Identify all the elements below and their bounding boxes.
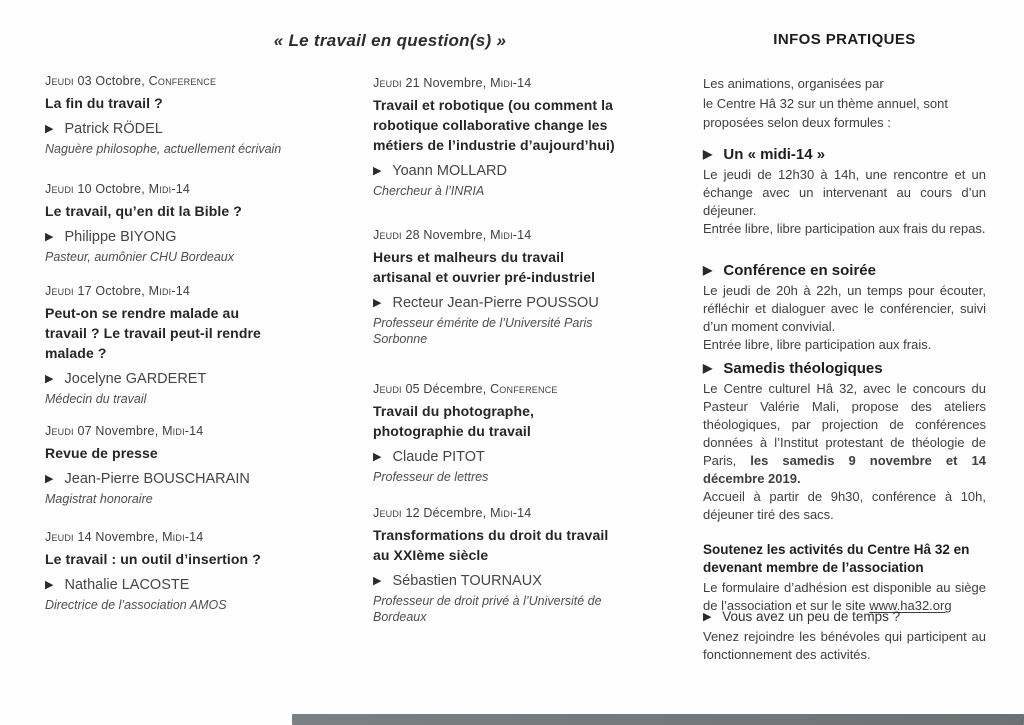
- event-day: Jeudi: [45, 530, 74, 544]
- event-date: [373, 382, 621, 396]
- speaker-name: Claude PITOT: [392, 448, 485, 465]
- section-body: Le jeudi de 12h30 à 14h, une rencontre et un échange avec un intervenant au cours d’un déjeuner.: [703, 167, 986, 218]
- intro-line: le Centre Hâ 32 sur un thème annuel, sont: [703, 95, 948, 111]
- event-entry: [45, 424, 293, 507]
- event-date-text: 21 Novembre,: [405, 76, 487, 90]
- triangle-bullet-icon: ▶: [45, 230, 54, 243]
- event-title: Peut-on se rendre malade au travail ? Le travail peut-il rendre malade ?: [45, 305, 261, 361]
- speaker-name: Patrick RÖDEL: [64, 120, 163, 137]
- triangle-bullet-icon: ▶: [703, 360, 713, 375]
- triangle-bullet-icon: ▶: [373, 296, 382, 309]
- event-title: La fin du travail ?: [45, 95, 163, 111]
- section-body-text: Le formulaire d’adhésion est disponible au siège de l’association et sur le site: [703, 580, 986, 614]
- event-kind: Midi-14: [162, 424, 204, 438]
- event-date: [373, 76, 621, 90]
- soutenez-heading: Soutenez les activités du Centre Hâ 32 en devenant membre de l’association: [703, 542, 970, 575]
- event-kind: Midi-14: [148, 284, 191, 298]
- triangle-bullet-icon: ▶: [45, 372, 54, 385]
- event-date-text: 05 Décembre,: [405, 382, 487, 396]
- speaker-line: [45, 471, 293, 487]
- speaker-line: [373, 295, 621, 311]
- event-kind: Conference: [148, 74, 217, 88]
- section-soutenez: [703, 541, 986, 615]
- event-title: Travail et robotique (ou comment la robotique collaborative change les métiers de l’industrie d’aujourd’hui): [373, 97, 615, 153]
- intro-line: proposées selon deux formules :: [703, 115, 891, 130]
- infos-intro: [703, 74, 986, 133]
- section-heading: [703, 146, 986, 163]
- scan-shadow-bottom: [292, 714, 1024, 725]
- event-date-text: 12 Décembre,: [405, 506, 487, 520]
- speaker-line: [373, 449, 621, 465]
- event-date: [45, 182, 305, 196]
- speaker-line: [45, 121, 293, 137]
- section-heading-label: Samedis théologiques: [723, 360, 883, 377]
- speaker-line: [45, 371, 285, 387]
- section-midi-14: [703, 146, 986, 238]
- event-title: Revue de presse: [45, 445, 158, 461]
- speaker-role: Professeur de lettres: [373, 469, 489, 484]
- section-heading-label: Conférence en soirée: [723, 262, 876, 279]
- event-day: Jeudi: [373, 382, 402, 396]
- section-body: Le jeudi de 20h à 22h, un temps pour écouter, réfléchir et dialoguer avec le conférencier, suivi d’un moment convivial.: [703, 283, 986, 334]
- event-date: [45, 424, 293, 438]
- triangle-bullet-icon: ▶: [45, 472, 54, 485]
- triangle-bullet-icon: ▶: [703, 262, 713, 277]
- section-heading-label: Vous avez un peu de temps ?: [722, 609, 901, 624]
- event-title: Le travail, qu’en dit la Bible ?: [45, 203, 242, 219]
- triangle-bullet-icon: ▶: [373, 164, 382, 177]
- speaker-role: Magistrat honoraire: [45, 491, 153, 506]
- event-kind: Midi-14: [490, 228, 532, 242]
- section-heading-label: Un « midi-14 »: [723, 146, 826, 163]
- event-entry: [45, 182, 305, 265]
- event-date: [373, 228, 621, 242]
- section-body-text: Le Centre culturel Hâ 32, avec le concours du Pasteur Valérie Mali, propose des ateliers théologiques, par projection de conférences données à l’Institut protestant de théologie de Paris,: [703, 381, 986, 468]
- speaker-name: Nathalie LACOSTE: [64, 576, 190, 593]
- event-day: Jeudi: [45, 74, 74, 88]
- speaker-role: Médecin du travail: [45, 391, 147, 406]
- event-day: Jeudi: [373, 506, 402, 520]
- event-kind: Midi-14: [148, 182, 191, 196]
- section-body: Entrée libre, libre participation aux frais.: [703, 336, 932, 352]
- triangle-bullet-icon: ▶: [45, 122, 54, 135]
- event-entry: [45, 74, 293, 157]
- speaker-role: Naguère philosophe, actuellement écrivain: [45, 141, 282, 156]
- speaker-name: Recteur Jean-Pierre POUSSOU: [392, 294, 599, 311]
- event-day: Jeudi: [373, 76, 402, 90]
- event-entry: [373, 228, 621, 348]
- event-day: Jeudi: [45, 284, 74, 298]
- speaker-name: Philippe BIYONG: [64, 228, 177, 245]
- event-title: Travail du photographe, photographie du travail: [373, 403, 534, 439]
- speaker-line: [373, 163, 621, 179]
- event-date: [45, 284, 285, 298]
- section-body: [703, 380, 986, 488]
- event-date: [373, 506, 621, 520]
- event-day: Jeudi: [373, 228, 402, 242]
- event-entry: [373, 506, 621, 626]
- event-day: Jeudi: [45, 182, 74, 196]
- event-kind: Midi-14: [162, 530, 204, 544]
- event-entry: [45, 284, 285, 407]
- event-title: Heurs et malheurs du travail artisanal et ouvrier pré-industriel: [373, 249, 596, 285]
- section-body: Entrée libre, libre participation aux frais du repas.: [703, 220, 986, 236]
- event-kind: Midi-14: [490, 76, 532, 90]
- section-conference-soiree: [703, 262, 986, 354]
- event-date-text: 03 Octobre,: [77, 74, 145, 88]
- ha32-website-link[interactable]: www.ha32.org: [869, 598, 952, 614]
- speaker-name: Yoann MOLLARD: [392, 162, 507, 179]
- event-date-text: 10 Octobre,: [77, 182, 145, 196]
- infos-pratiques-title: INFOS PRATIQUES: [773, 31, 916, 48]
- speaker-role: Pasteur, aumônier CHU Bordeaux: [45, 249, 234, 264]
- section-body-bold-dates: les samedis 9 novembre et 14 décembre 2019.: [703, 452, 986, 486]
- speaker-line: [45, 577, 305, 593]
- section-heading: [703, 360, 986, 377]
- speaker-role: Professeur de droit privé à l’Université de Bordeaux: [373, 593, 602, 625]
- section-body: Accueil à partir de 9h30, conférence à 10h, déjeuner tiré des sacs.: [703, 488, 986, 522]
- section-benevoles: [703, 609, 986, 664]
- event-entry: [373, 76, 621, 199]
- triangle-bullet-icon: ▶: [703, 146, 713, 161]
- section-body: Venez rejoindre les bénévoles qui participent au fonctionnement des activités.: [703, 629, 986, 662]
- event-date-text: 17 Octobre,: [77, 284, 145, 298]
- page-title: « Le travail en question(s) »: [273, 31, 507, 50]
- event-title: Transformations du droit du travail au XXIème siècle: [373, 527, 609, 563]
- event-date-text: 14 Novembre,: [77, 530, 159, 544]
- section-samedis-theologiques: [703, 360, 986, 524]
- intro-line: Les animations, organisées par: [703, 76, 884, 91]
- event-date-text: 07 Novembre,: [77, 424, 159, 438]
- speaker-name: Jocelyne GARDERET: [64, 370, 207, 387]
- speaker-role: Chercheur à l’INRIA: [373, 183, 485, 198]
- event-date: [45, 74, 293, 88]
- section-heading: [703, 262, 986, 279]
- event-kind: Midi-14: [490, 506, 532, 520]
- event-title: Le travail : un outil d’insertion ?: [45, 551, 261, 567]
- triangle-bullet-icon: ▶: [373, 450, 382, 463]
- event-kind: Conference: [490, 382, 558, 396]
- speaker-line: [373, 573, 621, 589]
- event-date-text: 28 Novembre,: [405, 228, 487, 242]
- speaker-line: [45, 229, 305, 245]
- event-entry: [45, 530, 305, 613]
- speaker-role: Directrice de l’association AMOS: [45, 597, 227, 612]
- triangle-bullet-icon: ▶: [373, 574, 382, 587]
- section-heading: [703, 609, 986, 624]
- event-day: Jeudi: [45, 424, 74, 438]
- triangle-bullet-icon: ▶: [45, 578, 54, 591]
- event-date: [45, 530, 305, 544]
- event-entry: [373, 382, 621, 485]
- speaker-name: Jean-Pierre BOUSCHARAIN: [64, 470, 250, 487]
- triangle-bullet-icon: ▶: [703, 611, 712, 623]
- speaker-name: Sébastien TOURNAUX: [392, 572, 542, 589]
- speaker-role: Professeur émérite de l’Université Paris Sorbonne: [373, 315, 593, 347]
